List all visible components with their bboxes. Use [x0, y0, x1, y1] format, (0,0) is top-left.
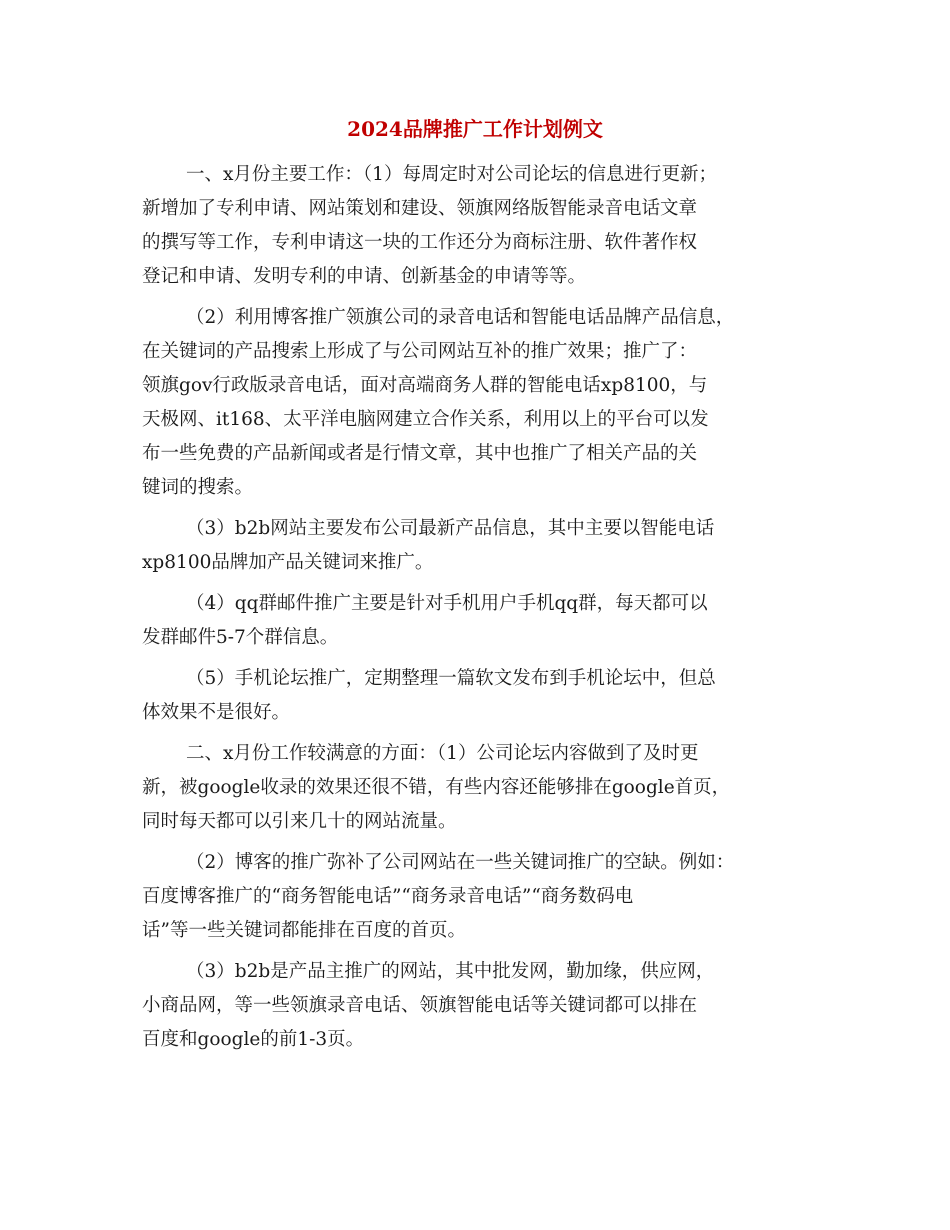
text-line: 话”等一些关键词都能排在百度的首页。	[142, 920, 466, 941]
document-body	[142, 158, 832, 1064]
text-line: 同时每天都可以引来几十的网站流量。	[142, 811, 457, 832]
text-line: 的撰写等工作，专利申请这一块的工作还分为商标注册、软件著作权	[142, 232, 698, 253]
text-line: 小商品网，等一些领旗录音电话、领旗智能电话等关键词都可以排在	[142, 995, 698, 1016]
text-line: （5）手机论坛推广，定期整理一篇软文发布到手机论坛中，但总	[186, 668, 716, 689]
text-line: 领旗gov行政版录音电话，面对高端商务人群的智能电话xp8100，与	[142, 375, 708, 396]
text-line: 体效果不是很好。	[142, 702, 291, 723]
text-line: 新，被google收录的效果还很不错，有些内容还能够排在google首页，	[142, 777, 731, 798]
text-line: 二、x月份工作较满意的方面：（1）公司论坛内容做到了及时更	[186, 743, 699, 764]
text-line: 键词的搜索。	[142, 477, 254, 498]
paragraph-4	[142, 587, 832, 655]
paragraph-6	[142, 737, 832, 839]
document-title: 2024品牌推广工作计划例文	[347, 117, 603, 141]
text-line: 百度和google的前1-3页。	[142, 1029, 365, 1050]
paragraph-2	[142, 301, 832, 505]
text-line: 一、x月份主要工作：（1）每周定时对公司论坛的信息进行更新；	[186, 164, 717, 185]
text-line: （2）博客的推广弥补了公司网站在一些关键词推广的空缺。例如：	[186, 852, 735, 873]
text-line: 登记和申请、发明专利的申请、创新基金的申请等等。	[142, 266, 587, 287]
paragraph-7	[142, 846, 832, 948]
text-line: （3）b2b是产品主推广的网站，其中批发网，勤加缘，供应网，	[186, 961, 715, 982]
text-line: 百度博客推广的“商务智能电话”“商务录音电话”“商务数码电	[142, 886, 634, 907]
text-line: 新增加了专利申请、网站策划和建设、领旗网络版智能录音电话文章	[142, 198, 698, 219]
paragraph-5	[142, 662, 832, 730]
text-line: xp8100品牌加产品关键词来推广。	[142, 552, 434, 573]
paragraph-8	[142, 955, 832, 1057]
paragraph-3	[142, 512, 832, 580]
text-line: 在关键词的产品搜索上形成了与公司网站互补的推广效果；推广了：	[142, 341, 698, 362]
text-line: 天极网、it168、太平洋电脑网建立合作关系，利用以上的平台可以发	[142, 409, 709, 430]
text-line: （2）利用博客推广领旗公司的录音电话和智能电话品牌产品信息，	[186, 307, 735, 328]
text-line: 发群邮件5-7个群信息。	[142, 627, 339, 648]
text-line: （4）qq群邮件推广主要是针对手机用户手机qq群，每天都可以	[186, 593, 708, 614]
text-line: 布一些免费的产品新闻或者是行情文章，其中也推广了相关产品的关	[142, 443, 698, 464]
text-line: （3）b2b网站主要发布公司最新产品信息，其中主要以智能电话	[186, 518, 715, 539]
paragraph-1	[142, 158, 832, 294]
